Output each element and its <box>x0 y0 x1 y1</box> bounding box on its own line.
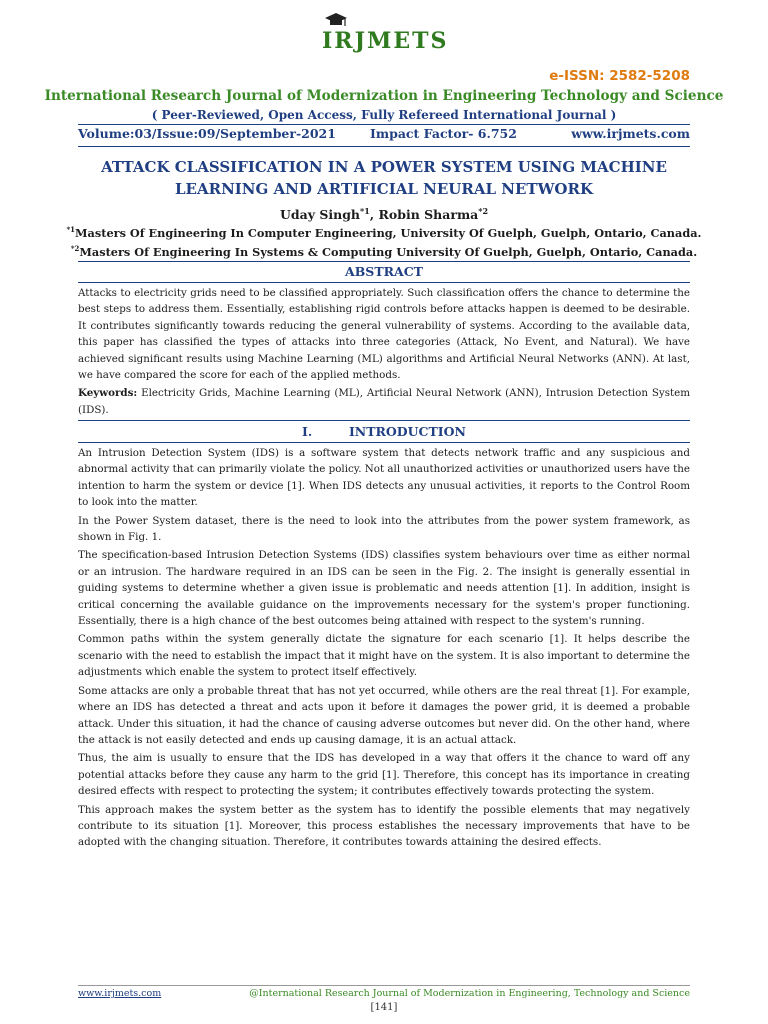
affiliation-1 <box>0 225 768 240</box>
intro-paragraph: Some attacks are only a probable threat that has not yet occurred, while others are the real threat [1]. For example, where an IDS has detected a threat and acts upon it before it damages the power grid, it is deemed a probable attack. Under this situation, it had the chance of causing adverse outcomes but never did. On the other hand, where the attack is not easily detected and ends up causing damage, it is an actual attack. <box>78 684 690 746</box>
author-separator: , <box>369 207 379 223</box>
intro-rule-bottom <box>78 442 690 443</box>
title-line-1: ATTACK CLASSIFICATION IN A POWER SYSTEM USING MACHINE <box>101 158 667 176</box>
affiliation-2-sup: *2 <box>70 244 80 253</box>
journal-website[interactable]: www.irjmets.com <box>571 126 690 141</box>
section-number: I. <box>302 424 313 439</box>
intro-paragraph: An Intrusion Detection System (IDS) is a software system that detects network traffic and any suspicious and abnormal activity that can primarily violate the policy. Not all unauthorized activities or unauthorized users have the intention to harm the system or device [1]. When IDS detects any unusual activities, it reports to the Control Room to look into the matter. <box>78 447 690 509</box>
keywords <box>78 385 690 418</box>
author-2-sup: *2 <box>478 206 489 216</box>
header-rule-bottom <box>78 146 690 147</box>
intro-paragraph: Thus, the aim is usually to ensure that the IDS has developed in a way that offers it the chance to ward off any potential attacks before they cause any harm to the grid [1]. Therefore, this concept has its importance in creating desired effects with respect to protecting the system; it contributes effectively towards protecting the system. <box>78 752 690 798</box>
author-2: Robin Sharma <box>378 207 479 223</box>
affiliation-2-text: Masters Of Engineering In Systems & Computing University Of Guelph, Guelph, Ontario, Canada. <box>79 244 698 259</box>
intro-paragraph: In the Power System dataset, there is the need to look into the attributes from the power system framework, as shown in Fig. 1. <box>78 514 690 544</box>
paper-title <box>78 156 690 200</box>
footer-website-link[interactable]: www.irjmets.com <box>78 988 162 999</box>
intro-paragraph: Common paths within the system generally dictate the signature for each scenario [1]. It helps describe the scenario with the need to establish the impact that it might have on the system. It is also important to determine the adjustments which enable the system to protect itself effectively. <box>78 633 690 679</box>
impact-factor: Impact Factor- 6.752 <box>370 126 517 141</box>
title-line-2: LEARNING AND ARTIFICIAL NEURAL NETWORK <box>174 180 593 198</box>
volume-issue: Volume:03/Issue:09/September-2021 <box>78 126 336 141</box>
keywords-text: Electricity Grids, Machine Learning (ML), Artificial Neural Network (ANN), Intrusion Detection System (IDS). <box>78 387 690 416</box>
keywords-label: Keywords: <box>78 387 138 400</box>
authors <box>0 206 768 222</box>
abstract-rule-top <box>78 261 690 262</box>
affiliation-1-sup: *1 <box>66 225 76 234</box>
journal-logo <box>322 12 457 66</box>
footer-copyright: @International Research Journal of Modernization in Engineering, Technology and Science <box>249 988 690 999</box>
intro-rule-top <box>78 420 690 421</box>
introduction-heading <box>78 424 690 439</box>
logo-text: IRJMETS <box>322 28 449 54</box>
issn: e-ISSN: 2582-5208 <box>549 68 690 84</box>
abstract-body <box>78 285 690 420</box>
abstract-heading: ABSTRACT <box>345 264 423 279</box>
introduction-body <box>78 445 690 853</box>
abstract-text: Attacks to electricity grids need to be classified appropriately. Such classification offers the chance to determine the best steps to address them. Essentially, establishing rigid controls before attacks happen is deemed to be desirable. It contributes significantly towards reducing the general vulnerability of systems. According to the available data, this paper has classified the types of attacks into three categories (Attack, No Event, and Natural). We have achieved significant results using Machine Learning (ML) algorithms and Artificial Neural Networks (ANN). At last, we have compared the score for each of the applied methods. <box>78 287 690 382</box>
section-title: INTRODUCTION <box>348 424 466 439</box>
author-1: Uday Singh <box>279 207 361 223</box>
peer-review-note: ( Peer-Reviewed, Open Access, Fully Refereed International Journal ) <box>151 108 617 122</box>
footer-rule <box>78 985 690 986</box>
affiliation-2 <box>0 244 768 259</box>
affiliation-1-text: Masters Of Engineering In Computer Engineering, University Of Guelph, Guelph, Ontario, Canada. <box>75 225 702 240</box>
page-number: [141] <box>370 1002 398 1013</box>
journal-name: International Research Journal of Modernization in Engineering Technology and Science <box>44 88 724 104</box>
author-1-sup: *1 <box>360 206 370 216</box>
header-rule-top <box>78 124 690 125</box>
intro-paragraph: This approach makes the system better as the system has to identify the possible elements that may negatively contribute to its situation [1]. Moreover, this process establishes the necessary improvements that have to be adopted with the changing situation. Therefore, it contributes towards attaining the desired effects. <box>78 803 690 849</box>
intro-paragraph: The specification-based Intrusion Detection Systems (IDS) classifies system behaviours over time as either normal or an intrusion. The hardware required in an IDS can be seen in the Fig. 2. The insight is generally essential in guiding systems to determine whether a given issue is problematic and needs attention [1]. In addition, insight is critical concerning the available guidance on the improvements necessary for the system's proper functioning. Essentially, there is a high chance of the best outcomes being attained with respect to the system's running. <box>78 549 690 628</box>
abstract-rule-bottom <box>78 282 690 283</box>
